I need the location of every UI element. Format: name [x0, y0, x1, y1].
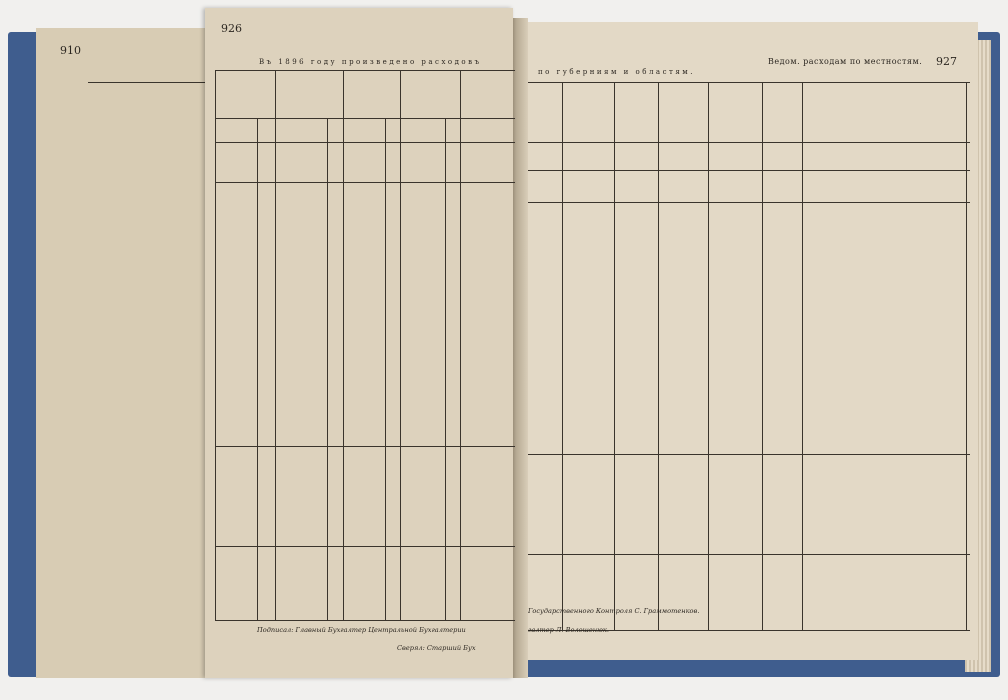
column-rule — [275, 70, 276, 620]
back-page-number: 910 — [60, 44, 81, 57]
right-title: по губерниям и областям. — [538, 68, 695, 76]
left-signature-2: Сверял: Старший Бух — [397, 644, 476, 652]
section-rule — [215, 546, 515, 547]
running-head: Ведом. расходам по местностям. — [768, 57, 923, 66]
table-top-rule — [215, 70, 515, 71]
left-title: Въ 1896 году произведено расходовъ — [259, 58, 482, 66]
section-rule — [215, 446, 515, 447]
units-rule — [215, 142, 515, 143]
column-rule — [460, 70, 461, 620]
column-rule — [708, 82, 709, 630]
section-rule — [510, 554, 970, 555]
units-rule — [510, 170, 970, 171]
unit-rule — [385, 118, 386, 620]
column-rule — [658, 82, 659, 630]
right-signature-2: галтер Л. Волошенюк. — [528, 626, 609, 634]
unit-rule — [327, 118, 328, 620]
column-rule — [614, 82, 615, 630]
unit-rule — [257, 118, 258, 620]
column-rule — [966, 82, 967, 630]
column-rule — [762, 82, 763, 630]
left-page — [205, 8, 513, 678]
column-rule — [400, 70, 401, 620]
section-rule — [510, 454, 970, 455]
section-rule — [215, 182, 515, 183]
table-top-rule — [510, 82, 970, 83]
column-rule — [562, 82, 563, 630]
bottom-rule — [215, 620, 515, 621]
header-rule — [510, 142, 970, 143]
right-page — [510, 22, 978, 660]
right-signature-1: Государственного Контроля С. Граммотенков. — [528, 607, 700, 615]
column-rule — [343, 70, 344, 620]
header-rule — [215, 118, 515, 119]
left-page-number: 926 — [221, 22, 242, 35]
unit-rule — [445, 118, 446, 620]
column-rule — [802, 82, 803, 630]
left-signature-1: Подписал: Главный Бухгалтер Центральной Бухгалтерии — [257, 626, 466, 634]
column-rule — [215, 70, 216, 620]
section-rule — [510, 202, 970, 203]
right-page-number: 927 — [936, 55, 957, 68]
